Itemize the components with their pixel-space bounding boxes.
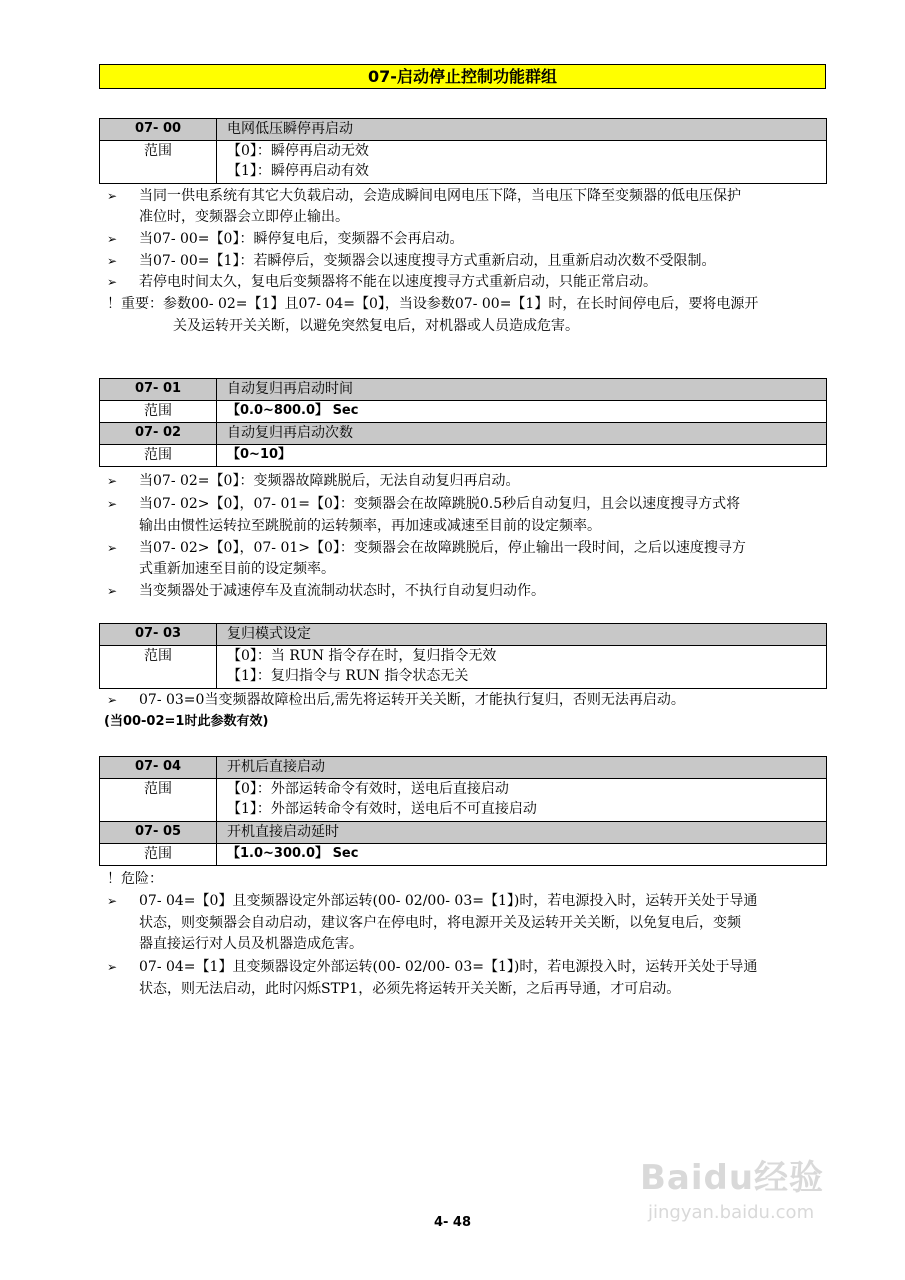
note-line: ➢ 当同一供电系统有其它大负载启动，会造成瞬间电网电压下降，当电压下降至变频器的低电压保护 [107, 186, 827, 207]
range-option-1: 【1】：瞬停再启动有效 [227, 163, 369, 179]
range-value: 【1.0~300.0】 Sec [217, 844, 827, 866]
param-table-07-01-02 [99, 378, 827, 467]
param-table-07-03 [99, 623, 827, 689]
param-code: 07- 05 [100, 822, 217, 844]
section-title: 07-启动停止控制功能群组 [99, 64, 826, 89]
param-name: 开机直接启动延时 [217, 822, 827, 844]
note-line-cont: 准位时，变频器会立即停止输出。 [139, 209, 349, 225]
param-name: 自动复归再启动时间 [217, 379, 827, 401]
range-option-1: 【1】：复归指令与 RUN 指令状态无关 [227, 668, 469, 684]
page-number: 4- 48 [433, 1215, 472, 1230]
range-option-0: 【0】：外部运转命令有效时，送电后直接启动 [227, 781, 509, 797]
arrowhead-bullet-icon: ➢ [107, 584, 118, 598]
arrowhead-bullet-icon: ➢ [107, 693, 118, 707]
param-code: 07- 01 [100, 379, 217, 401]
note-line: ➢ 当07- 00=【1】：若瞬停后，变频器会以速度搜寻方式重新启动，且重新启动次数不受限制。 [107, 251, 827, 272]
param-table-07-00 [99, 118, 827, 184]
note-line: ➢ 07- 03=0当变频器故障检出后,需先将运转开关关断，才能执行复归，否则无法再启动。 [107, 690, 827, 711]
arrowhead-bullet-icon: ➢ [107, 497, 118, 511]
note-line-cont: 状态，则无法启动，此时闪烁STP1，必须先将运转开关关断，之后再导通，才可启动。 [139, 981, 681, 997]
range-label: 范围 [100, 141, 217, 184]
note-line-cont: 式重新加速至目前的设定频率。 [139, 561, 335, 577]
arrowhead-bullet-icon: ➢ [107, 232, 118, 246]
arrowhead-bullet-icon: ➢ [107, 474, 118, 488]
range-option-0: 【0】：瞬停再启动无效 [227, 143, 369, 159]
param-code: 07- 02 [100, 423, 217, 445]
range-label: 范围 [100, 401, 217, 423]
range-value: 【0~10】 [217, 445, 827, 467]
arrowhead-bullet-icon: ➢ [107, 189, 118, 203]
note-line-cont: 器直接运行对人员及机器造成危害。 [139, 936, 363, 952]
param-name: 复归模式设定 [217, 624, 827, 646]
param-code: 07- 03 [100, 624, 217, 646]
note-line: ➢ 07- 04=【0】且变频器设定外部运转(00- 02/00- 03=【1】)时，若电源投入时，运转开关处于导通 [107, 891, 827, 912]
param-name: 开机后直接启动 [217, 757, 827, 779]
param-name: 自动复归再启动次数 [217, 423, 827, 445]
range-option-1: 【1】：外部运转命令有效时，送电后不可直接启动 [227, 801, 537, 817]
note-line: ➢ 当07- 00=【0】：瞬停复电后，变频器不会再启动。 [107, 229, 827, 250]
note-condition: (当00-02=1时此参数有效) [104, 714, 269, 729]
param-code: 07- 04 [100, 757, 217, 779]
arrowhead-bullet-icon: ➢ [107, 275, 118, 289]
range-label: 范围 [100, 779, 217, 822]
range-label: 范围 [100, 844, 217, 866]
arrowhead-bullet-icon: ➢ [107, 894, 118, 908]
note-line: ➢ 当变频器处于减速停车及直流制动状态时，不执行自动复归动作。 [107, 581, 827, 602]
range-label: 范围 [100, 646, 217, 689]
arrowhead-bullet-icon: ➢ [107, 541, 118, 555]
danger-label: ！危险： [107, 871, 163, 887]
note-line: ➢ 当07- 02>【0】，07- 01=【0】：变频器会在故障跳脱0.5秒后自动复归，且会以速度搜寻方式将 [107, 494, 827, 515]
range-option-0: 【0】：当 RUN 指令存在时，复归指令无效 [227, 648, 497, 664]
param-table-07-04-05 [99, 756, 827, 866]
note-line: ➢ 当07- 02=【0】：变频器故障跳脱后，无法自动复归再启动。 [107, 471, 827, 492]
arrowhead-bullet-icon: ➢ [107, 254, 118, 268]
param-name: 电网低压瞬停再启动 [217, 119, 827, 141]
watermark-url: jingyan.baidu.com [648, 1202, 815, 1223]
note-line-cont: 输出由惯性运转拉至跳脱前的运转频率，再加速或减速至目前的设定频率。 [139, 518, 601, 534]
arrowhead-bullet-icon: ➢ [107, 960, 118, 974]
warning-line-cont: 关及运转开关关断，以避免突然复电后，对机器或人员造成危害。 [173, 318, 579, 334]
range-value: 【0.0~800.0】 Sec [217, 401, 827, 423]
watermark-logo: Baidu经验 [640, 1158, 825, 1198]
note-line-cont: 状态，则变频器会自动启动，建议客户在停电时，将电源开关及运转开关关断，以免复电后，变频 [139, 915, 741, 931]
note-line: ➢ 当07- 02>【0】，07- 01>【0】：变频器会在故障跳脱后，停止输出一段时间，之后以速度搜寻方 [107, 538, 827, 559]
param-code: 07- 00 [100, 119, 217, 141]
note-line: ➢ 若停电时间太久，复电后变频器将不能在以速度搜寻方式重新启动，只能正常启动。 [107, 272, 827, 293]
warning-line: ！重要：参数00- 02=【1】且07- 04=【0】，当设参数07- 00=【1】时，在长时间停电后，要将电源开 [107, 296, 759, 312]
range-label: 范围 [100, 445, 217, 467]
note-line: ➢ 07- 04=【1】且变频器设定外部运转(00- 02/00- 03=【1】)时，若电源投入时，运转开关处于导通 [107, 957, 827, 978]
